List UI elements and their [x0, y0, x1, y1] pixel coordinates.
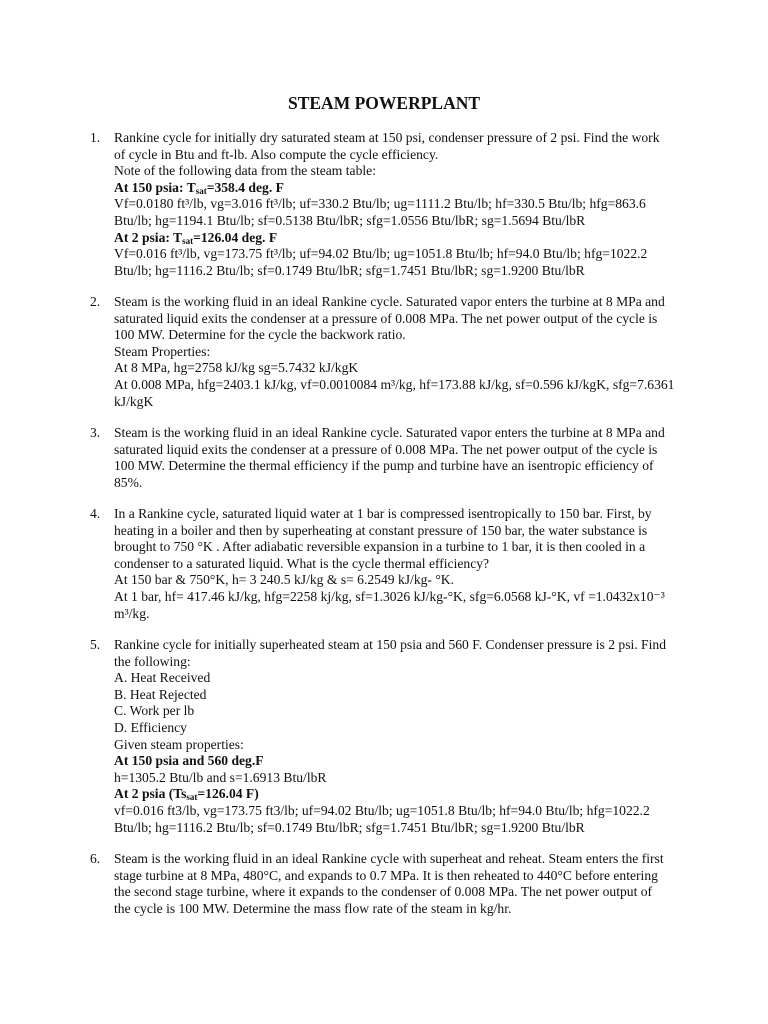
steam-table-heading: At 150 psia: $T_{sat}=358.4$ deg. F [114, 179, 284, 196]
problem-text-line: saturated liquid exits the condenser at a pressure of 0.008 MPa. The net power output of the cycle is [114, 310, 658, 326]
problem-text-line: Steam is the working fluid in an ideal Rankine cycle. Saturated vapor enters the turbine at 8 MPa and [114, 294, 665, 309]
problem-text-line: saturated liquid exits the condenser at a pressure of 0.008 MPa. The net power output of the cycle is [114, 441, 658, 457]
steam-table-values: At 1 bar, hf= 417.46 kJ/kg, hfg=2258 kj/kg, sf=1.3026 kJ/kg-°K, sfg=6.0568 kJ-°K, vf =1.0432x10⁻³ [114, 588, 665, 604]
problem-text-line: Rankine cycle for initially dry saturated steam at 150 psi, condenser pressure of 2 psi. Find the work [114, 130, 660, 145]
list-item: B. Heat Rejected [114, 686, 207, 702]
problem-number: 5. [90, 637, 101, 652]
steam-table-values: Btu/lb; hg=1194.1 Btu/lb; sf=0.5138 Btu/lbR; sfg=1.0556 Btu/lbR; sg=1.5694 Btu/lbR [114, 212, 586, 228]
problem-body [114, 425, 674, 491]
problem-text-line: Steam Properties: [114, 343, 211, 359]
problem-text-line: 100 MW. Determine the thermal efficiency if the pump and turbine have an isentropic efficiency of [114, 458, 654, 474]
steam-table-values: At 0.008 MPa, hfg=2403.1 kJ/kg, vf=0.0010084 m³/kg, hf=173.88 kJ/kg, sf=0.596 kJ/kgK, sfg=7.6361 [114, 376, 675, 392]
list-item: C. Work per lb [114, 703, 195, 719]
problem-text-line: the second stage turbine, where it expands to the condenser of 0.008 MPa. The net power output of [114, 884, 653, 900]
problem-number: 2. [90, 294, 101, 309]
steam-table-heading: At 150 psia and 560 deg.F [114, 753, 264, 769]
problem-body [114, 506, 674, 622]
steam-table-values: Btu/lb; hg=1116.2 Btu/lb; sf=0.1749 Btu/lbR; sfg=1.7451 Btu/lbR; sg=1.9200 Btu/lbR [114, 819, 585, 835]
problem-text-line: brought to 750 °K . After adiabatic reversible expansion in a turbine to 1 bar, it is then cooled in a [114, 539, 646, 555]
steam-table-values: kJ/kgK [114, 393, 154, 409]
steam-table-values: h=1305.2 Btu/lb and s=1.6913 Btu/lbR [114, 769, 327, 785]
steam-table-values: At 8 MPa, hg=2758 kJ/kg sg=5.7432 kJ/kgK [114, 360, 359, 376]
problem-text-line: 85%. [114, 474, 143, 490]
problem-text-line: Given steam properties: [114, 736, 244, 752]
list-item: D. Efficiency [114, 719, 187, 735]
problem-text-line: Steam is the working fluid in an ideal Rankine cycle with superheat and reheat. Steam enters the first [114, 851, 664, 866]
problem-text-line: heating in a boiler and then by superheating at constant pressure of 150 bar, the water substance is [114, 522, 648, 538]
problem-number: 4. [90, 506, 101, 521]
problem-text-line: Rankine cycle for initially superheated steam at 150 psia and 560 F. Condenser pressure is 2 psi. Find [114, 637, 666, 652]
problem-text-line: the cycle is 100 MW. Determine the mass flow rate of the steam in kg/hr. [114, 900, 512, 916]
steam-table-values: Vf=0.0180 ft³/lb, vg=3.016 ft³/lb; uf=330.2 Btu/lb; ug=1111.2 Btu/lb; hf=330.5 Btu/lb; hfg=863.6 [114, 196, 646, 212]
steam-table-values: vf=0.016 ft3/lb, vg=173.75 ft3/lb; uf=94.02 Btu/lb; ug=1051.8 Btu/lb; hf=94.0 Btu/lb; hfg=1022.2 [114, 802, 650, 818]
list-item: A. Heat Received [114, 670, 211, 686]
steam-table-values: m³/kg. [114, 605, 150, 621]
problem-text-line: 100 MW. Determine for the cycle the backwork ratio. [114, 327, 406, 343]
steam-table-heading: At 2 psia: $T_{sat}=126.04$ deg. F [114, 229, 278, 246]
steam-table-heading: At 2 psia ($Ts_{sat}=126.04$ F) [114, 786, 259, 803]
problem-text-line: condenser to a saturated liquid. What is the cycle thermal efficiency? [114, 555, 490, 571]
problem-body [114, 294, 674, 410]
problem-text-line: of cycle in Btu and ft-lb. Also compute the cycle efficiency. [114, 146, 439, 162]
problem-text-line: Note of the following data from the steam table: [114, 163, 376, 179]
problem-text-line: the following: [114, 653, 191, 669]
problem-body [114, 851, 674, 917]
steam-table-values: Vf=0.016 ft³/lb, vg=173.75 ft³/lb; uf=94.02 Btu/lb; ug=1051.8 Btu/lb; hf=94.0 Btu/lb; hfg=1022.2 [114, 246, 648, 262]
problem-text-line: In a Rankine cycle, saturated liquid water at 1 bar is compressed isentropically to 150 bar. First, by [114, 506, 652, 521]
problem-body [114, 637, 674, 836]
problem-text-line: stage turbine at 8 MPa, 480°C, and expands to 0.7 MPa. It is then reheated to 440°C before entering [114, 867, 658, 883]
problem-text-line: Steam is the working fluid in an ideal Rankine cycle. Saturated vapor enters the turbine at 8 MPa and [114, 425, 665, 440]
problem-number: 1. [90, 130, 101, 145]
steam-table-values: Btu/lb; hg=1116.2 Btu/lb; sf=0.1749 Btu/lbR; sfg=1.7451 Btu/lbR; sg=1.9200 Btu/lbR [114, 262, 585, 278]
problem-body [114, 130, 674, 279]
problem-number: 6. [90, 851, 101, 866]
problem-number: 3. [90, 425, 101, 440]
steam-table-values: At 150 bar & 750°K, h= 3 240.5 kJ/kg & s= 6.2549 kJ/kg- °K. [114, 572, 454, 588]
document-title: STEAM POWERPLANT [287, 93, 481, 113]
